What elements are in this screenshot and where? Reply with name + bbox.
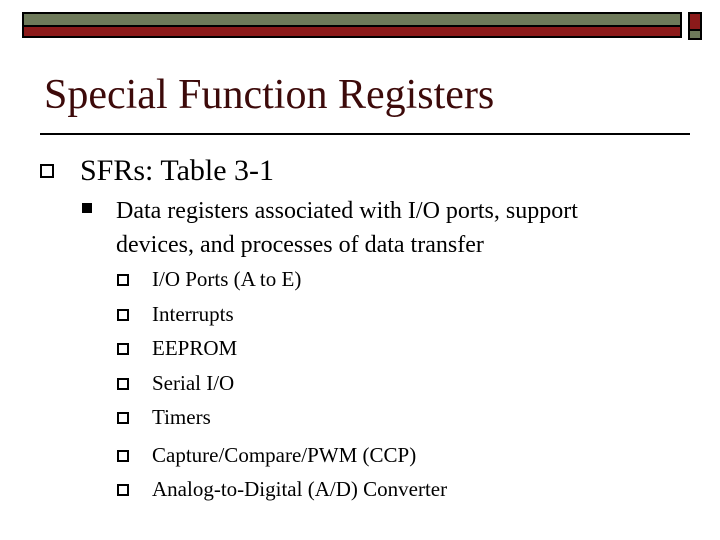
hollow-square-bullet-icon — [117, 450, 129, 462]
corner-olive-square — [688, 29, 702, 40]
list-item: I/O Ports (A to E) — [152, 267, 302, 291]
hollow-square-bullet-icon — [117, 412, 129, 424]
title-divider — [40, 133, 690, 135]
list-item: Analog-to-Digital (A/D) Converter — [152, 477, 448, 501]
level1-text: SFRs: Table 3-1 — [80, 154, 275, 187]
level2-line2: devices, and processes of data transfer — [116, 232, 484, 258]
list-item: EEPROM — [152, 336, 238, 360]
list-item: Interrupts — [152, 302, 234, 326]
list-item: Capture/Compare/PWM (CCP) — [152, 443, 417, 467]
hollow-square-bullet-icon — [117, 343, 129, 355]
level2-line1: Data registers associated with I/O ports, support — [116, 198, 578, 224]
slide-title: Special Function Registers — [44, 72, 495, 118]
top-decoration-divider — [24, 25, 680, 27]
hollow-square-bullet-icon — [117, 274, 129, 286]
hollow-square-bullet-icon — [40, 164, 54, 178]
filled-square-bullet-icon — [82, 203, 92, 213]
hollow-square-bullet-icon — [117, 378, 129, 390]
hollow-square-bullet-icon — [117, 484, 129, 496]
list-item: Serial I/O — [152, 371, 235, 395]
list-item: Timers — [152, 405, 211, 429]
hollow-square-bullet-icon — [117, 309, 129, 321]
top-decoration-bar — [22, 12, 682, 38]
